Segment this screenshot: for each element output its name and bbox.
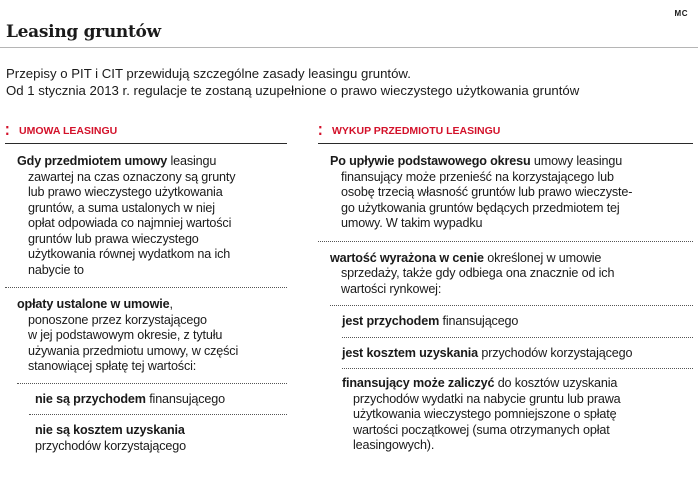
item-line: finansujący może przenieść na korzystającego lub xyxy=(341,169,614,184)
item-bold-text: nie są przychodem xyxy=(35,391,146,406)
item-text: , xyxy=(169,297,173,311)
list-item xyxy=(318,338,693,369)
lease-agreement-heading-label: UMOWA LEASINGU xyxy=(19,125,118,137)
item-line: sprzedaży, także gdy odbiega ona znacznie od ich xyxy=(341,266,615,280)
lease-agreement-column xyxy=(5,122,287,454)
item-bold-text: opłaty ustalone w umowie xyxy=(17,297,170,311)
item-line: w jej podstawowym okresie, z tytułu xyxy=(28,328,223,342)
item-line: zawartej na czas oznaczony są grunty xyxy=(28,169,236,184)
bullet-dots-icon: ⁚ xyxy=(318,124,323,138)
item-line: leasingowych). xyxy=(353,438,435,452)
bullet-dots-icon: ⁚ xyxy=(5,124,10,138)
lease-buyout-column xyxy=(318,122,693,454)
intro-text xyxy=(6,65,692,99)
item-bold-text: jest kosztem uzyskania xyxy=(342,345,478,360)
lease-buyout-heading-label: WYKUP PRZEDMIOTU LEASINGU xyxy=(332,125,501,137)
list-item xyxy=(318,306,693,337)
item-bold-text: Gdy przedmiotem umowy xyxy=(17,154,168,168)
item-text: finansującego xyxy=(439,314,519,328)
item-line: go użytkowania gruntów będących przedmiotem tej xyxy=(341,200,620,215)
title-divider xyxy=(0,47,698,48)
item-line: wartości rynkowej: xyxy=(341,281,442,296)
intro-line-2: Od 1 stycznia 2013 r. regulacje te zostaną uzupełnione o prawo wieczystego użytkowania gruntów xyxy=(6,83,580,98)
item-bold-text: nie są kosztem uzyskania xyxy=(35,423,185,437)
mc-badge: MC xyxy=(674,9,688,18)
list-item xyxy=(318,144,693,241)
item-line: gruntów, a suma ustalonych w niej xyxy=(28,200,215,215)
list-item xyxy=(318,369,693,454)
lease-buyout-heading xyxy=(318,122,693,140)
item-line: przychodów korzystającego xyxy=(35,438,186,453)
list-item xyxy=(5,288,287,383)
list-item xyxy=(318,242,693,306)
item-bold-text: jest przychodem xyxy=(342,314,440,328)
item-line: wartości początkowej (suma otrzymanych opłat xyxy=(353,422,610,437)
item-line: opłat odpowiada co najmniej wartości xyxy=(28,216,232,230)
item-line: użytkowania wieczystego pomniejszone o spłatę xyxy=(353,407,617,421)
item-text: umowy leasingu xyxy=(530,154,623,168)
item-bold-text: Po upływie podstawowego okresu xyxy=(330,154,531,168)
list-item xyxy=(5,384,287,415)
item-line: użytkowania równej wydatkom na ich xyxy=(28,247,231,261)
page-title: Leasing gruntów xyxy=(6,22,161,42)
lease-agreement-heading xyxy=(5,122,287,140)
intro-line-1: Przepisy o PIT i CIT przewidują szczególne zasady leasingu gruntów. xyxy=(6,66,411,81)
item-bold-text: finansujący może zaliczyć xyxy=(342,376,495,390)
item-line: przychodów wydatki na nabycie gruntu lub prawa xyxy=(353,391,621,406)
list-item xyxy=(5,415,287,454)
item-line: ponoszone przez korzystającego xyxy=(28,312,207,327)
item-text: określonej w umowie xyxy=(483,250,602,265)
item-text: leasingu xyxy=(167,154,217,168)
item-line: gruntów lub prawa wieczystego xyxy=(28,231,199,246)
item-line: umowy. W takim wypadku xyxy=(341,216,483,230)
item-bold-text: wartość wyrażona w cenie xyxy=(330,250,484,265)
item-line: osobę trzecią własność gruntów lub prawo wieczyste- xyxy=(341,185,633,199)
list-item xyxy=(5,144,287,287)
item-text: finansującego xyxy=(145,391,225,406)
item-line: używania przedmiotu umowy, w części xyxy=(28,343,239,358)
item-text: do kosztów uzyskania xyxy=(494,376,618,390)
item-line: stanowiącej spłatę tej wartości: xyxy=(28,359,197,373)
item-line: lub prawo wieczystego użytkowania xyxy=(28,185,223,199)
item-line: nabycie to xyxy=(28,262,84,277)
item-text: przychodów korzystającego xyxy=(478,345,633,360)
